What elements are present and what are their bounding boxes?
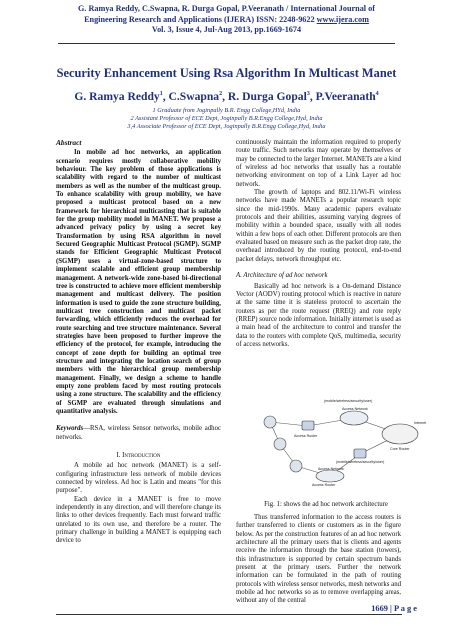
keywords-text: —RSA, wireless Sensor networks, mobile adhoc networks. (56, 425, 221, 441)
abstract-body: In mobile ad hoc networks, an application scenario requires mostly collaborative mobility behaviour. The key problem of those applications is scalability with regard to the number of multicast members as well as the number of the multicast group. To enhance scalability with group mobility, we have proposed a multicast protocol based on a new framework for hierarchical multicasting that is suitable for the group mobility model in MANET. We propose a advanced privacy policy by using a secret key Transformation by using RSA algorithm in novel Secured Geographic Multicast Protocol (SGMP). SGMP stands for Efficient Geographic Multicast Protocol (SGMP) uses a virtual-zone-based structure to implement scalable and efficient group membership management. A network-wide zone-based bi-directional tree is constructed to achieve more efficient membership management and multicast delivery. The position information is used to guide the zone structure building, multicast tree construction and multicast packet forwarding, which efficiently reduces the overhead for route searching and tree structure maintenance. Several strategies have been proposed to further improve the efficiency of the protocol, for example, introducing the concept of zone depth for building an optimal tree structure and integrating the location search of group members with the hierarchical group membership management. Finally, we design a scheme to handle empty zone problem faced by most routing protocols using a zone structure. The scalability and the efficiency of SGMP are evaluated through simulations and quantitative analysis. (56, 149, 221, 415)
author-1: G. Ramya Reddy (74, 90, 160, 103)
access-network-cloud-icon (316, 470, 344, 482)
affiliation-3: 3,4 Associate Professor of ECE Dept, Joginpally B.R.Engg College,Hyd, India (127, 123, 326, 130)
fig-label-access-network-top: Access Network (342, 407, 368, 411)
fig-label-multi-bottom: (mobile/wireless/security/user) (336, 460, 385, 464)
fig-label-multi-top: (mobile/wireless/security/user) (324, 399, 373, 403)
paper-title: Security Enhancement Using Rsa Algorithm In Multicast Manet (56, 66, 397, 80)
footer-divider (56, 614, 402, 615)
ad-hoc-architecture-figure (250, 392, 436, 490)
abstract-heading: Abstract (56, 138, 82, 147)
author-3: R. Durga Gopal (227, 90, 307, 103)
author-4: P.Veeranath (315, 90, 376, 103)
section-heading-intro: I. Introduction (116, 452, 161, 460)
right-column-continued (236, 514, 401, 606)
header-line-2 (0, 15, 453, 26)
journal-header (0, 4, 453, 36)
fig-label-internet: Internet (414, 421, 427, 425)
keywords (56, 425, 221, 442)
header-divider (58, 43, 395, 44)
affiliation-1: 1 Graduate from Joginpally B.R. Engg College,HYd, India (152, 107, 301, 114)
header-line-1: G. Ramya Reddy, C.Swapna, R. Durga Gopal, P.Veeranath / International Journal of (78, 4, 375, 13)
right-paragraph-1: continuously maintain the information required to properly route traffic. Such networks may operate by themselves or may be connected to the larger Internet. MANETs are a kind of wireless ad hoc networks that usually has a routable networking environment on top of a Link Layer ad hoc network. (236, 139, 401, 188)
intro-paragraph-2: Each device in a MANET is free to move independently in any direction, and will therefore change its links to other devices frequently. Each must forward traffic unrelated to its own use, and therefore be a router. The primary challenge in building a MANET is equipping each device to (56, 495, 221, 545)
fig-label-access-router-bottom: Access Router (312, 483, 336, 487)
laptop-icon (274, 438, 286, 450)
router-icon (354, 449, 366, 458)
fig-label-core-router: Core Router (390, 447, 410, 451)
figure-caption: Fig. 1: shows the ad hoc network architecture (264, 501, 388, 508)
left-column (56, 139, 221, 546)
router-icon (302, 421, 314, 430)
author-list: G. Ramya Reddy$^1$, C.Swapna$^2$, R. Durga Gopal$^3$, P.Veeranath$^4$ (74, 90, 379, 103)
right-paragraph-4: Thus transferred information to the access routers is further transferred to clients or customers as in the figure below. As per the construction features of an ad hoc network architecture all the primary users that is clients and agents receive the information through the base station (towers), this infrastructure is supported by certain spectrum bands present at the primary users. Further the network information can be formulated in the path of routing protocols with wireless sensor networks, mesh networks and mobile ad hoc networks so as to remove overlapping areas, without any of the central (236, 514, 401, 605)
header-issn: Engineering Research and Applications (IJERA) ISSN: 2248-9622 (84, 14, 317, 24)
access-network-cloud-icon (340, 411, 368, 425)
intro-paragraph-1: A mobile ad hoc network (MANET) is a self-configuring infrastructure less network of mobile devices connected by wireless. Ad hoc is Latin and means "for this purpose". (56, 462, 221, 495)
laptop-icon (290, 460, 302, 472)
journal-link[interactable]: www.ijera.com (316, 14, 369, 24)
architecture-paragraph: Basically ad hoc network is a On-demand Distance Vector (AODV) routing protocol which is reactive in nature at the same time it is stateless protocol to ascertain the routers as per the route request (RREQ) and rote reply (RREP) source node information. Initially internet is used as a main head of the architecture to control and transfer the data to the routers with complete QoS, multimedia, security of access networks. (236, 282, 401, 348)
keywords-label: Keywords (56, 425, 84, 433)
right-paragraph-2: The growth of laptops and 802.11/Wi-Fi wireless networks have made MANETs a popular research topic since the mid-1990s. Many academic papers evaluate protocols and their abilities, assuming varying degrees of mobility within a bounded space, usually with all nodes within a few hops of each other. Different protocols are then evaluated based on measure such as the packet drop rate, the overhead introduced by the routing protocol, end-to-end packet delays, network throughput etc. (236, 189, 401, 263)
right-column (236, 139, 401, 349)
fig-label-access-network-mid: Access Network (318, 467, 344, 471)
author-2: C.Swapna (168, 90, 220, 103)
fig-label-access-router-top: Access Router (294, 434, 318, 438)
laptop-icon (264, 416, 276, 428)
internet-cloud-icon (382, 424, 418, 444)
page-number: 1669 | P a g e (371, 604, 417, 613)
subsection-heading-architecture: A. Architecture of ad hoc network (236, 272, 328, 280)
affiliation-2: 2 Assistant Professor of ECE Dept, Joginpally B.R.Engg College,Hyd, India (130, 115, 323, 122)
header-line-3: Vol. 3, Issue 4, Jul-Aug 2013, pp.1669-1674 (151, 25, 302, 34)
